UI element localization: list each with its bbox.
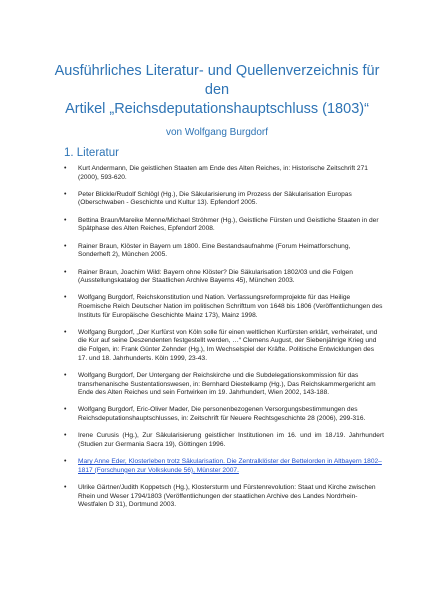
bullet-icon: • (64, 190, 67, 198)
reference-item (64, 165, 384, 182)
reference-item[interactable] (64, 458, 384, 475)
reference-text: Wolfgang Burgdorf, Der Untergang der Reichskirche und die Subdelegationskommission für das transrhenanische Sustentationswesen, in: Bernhard Diestelkamp (Hg.), Das Reichskammergericht am Ende des Alten Reiches und sein Fortwirken im 19. Jahrhundert, Wien 2002, 143-188. (78, 371, 376, 397)
bullet-icon: • (64, 484, 67, 491)
title-line-2: Artikel „Reichsdeputationshauptschluss (1803)“ (65, 101, 369, 117)
bullet-icon: • (64, 406, 67, 414)
author-line: von Wolfgang Burgdorf (165, 127, 269, 138)
reference-item (64, 191, 384, 208)
reference-item (64, 243, 384, 260)
reference-link[interactable]: Mary Anne Eder, Klosterleben trotz Säkularisation. Die Zentralklöster der Bettelorden in Altbayern 1802–1817 (Forschungen zur Volkskunde 56), Münster 2007. (78, 458, 382, 474)
reference-item (64, 294, 384, 320)
reference-item (64, 269, 384, 286)
reference-text: Rainer Braun, Joachim Wild: Bayern ohne Klöster? Die Säkularisation 1802/03 und die Folgen (Ausstellungskatalog der Staatlichen Archive Bayerns 45), München 2003. (78, 268, 353, 285)
bullet-icon: • (64, 432, 67, 440)
reference-text: Bettina Braun/Mareike Menne/Michael Ströhmer (Hg.), Geistliche Fürsten und Geistliche Staaten in der Spätphase des Alten Reiches, Epfendorf 2008. (78, 216, 379, 233)
reference-text: Kurt Andermann, Die geistlichen Staaten am Ende des Alten Reiches, in: Historische Zeitschrift 271 (2000), 593-620. (78, 165, 368, 181)
reference-text: Wolfgang Burgdorf, Reichskonstitution und Nation. Verfassungsreformprojekte für das Heilige Roemische Reich Deutscher Nation im politischen Schrifttum von 1648 bis 1806 (Veröffentlichungen des Instituts für Europäische Geschichte Mainz 173), Mainz 1998. (78, 294, 383, 319)
title-line-1: Ausführliches Literatur- und Quellenverzeichnis für den (54, 63, 380, 98)
reference-text: Wolfgang Burgdorf, „Der Kurfürst von Köln solle für einen weltlichen Kurfürsten erklärt, verheiratet, und die Kur auf seine Deszendenten festgestellt werden, …“ Clemens August, der Siebenjährige Krieg und die Folgen, in: Frank Günter Zehnder (Hg.), Im Wechselspiel der Kräfte. Politische Entwicklungen des 17. und 18. Jahrhunderts. Köln 1999, 23-43. (78, 328, 378, 362)
reference-text: Rainer Braun, Klöster in Bayern um 1800. Eine Bestandsaufnahme (Forum Heimatforschung, Sonderheft 2), München 2005. (78, 242, 351, 259)
document-title (50, 62, 384, 119)
reference-text: Peter Blickle/Rudolf Schlögl (Hg.), Die Säkularisierung im Prozess der Säkularisation Europas (Oberschwaben - Geschichte und Kultur 13). Epfendorf 2005. (78, 190, 352, 207)
reference-text: Irene Curusis (Hg.), Zur Säkularisierung geistlicher Institutionen im 16. und im 18./19. Jahrhundert (Studien zur Germania Sacra 19), Göttingen 1996. (78, 432, 384, 448)
reference-item (64, 217, 384, 234)
reference-item (64, 406, 384, 423)
bullet-icon: • (64, 328, 67, 336)
reference-item (64, 329, 384, 363)
reference-text: Wolfgang Burgdorf, Eric-Oliver Mader, Die personenbezogenen Versorgungsbestimmungen des Reichsdeputationshauptschlusses, in: Zeitschrift für Neuere Rechtsgeschichte 28 (2006), 299-316. (78, 406, 366, 422)
bullet-icon: • (64, 216, 67, 224)
bullet-icon: • (64, 458, 67, 466)
bullet-icon: • (64, 371, 67, 379)
bullet-icon: • (64, 268, 67, 276)
reference-list (50, 165, 384, 510)
bullet-icon: • (64, 242, 67, 250)
bullet-icon: • (64, 294, 67, 302)
reference-item (64, 372, 384, 398)
reference-item (64, 484, 384, 510)
reference-item (64, 432, 384, 449)
reference-text: Ulrike Gärtner/Judith Koppetsch (Hg.), Klostersturm und Fürstenrevolution: Staat und Kirche zwischen Rhein und Weser 1794/1803 (Veröffentlichungen der staatlichen Archive des Landes Nordrhein-Westfalen D 31), Dortmund 2003. (78, 484, 376, 509)
section-heading: 1. Literatur (64, 147, 119, 159)
bullet-icon: • (64, 165, 67, 172)
